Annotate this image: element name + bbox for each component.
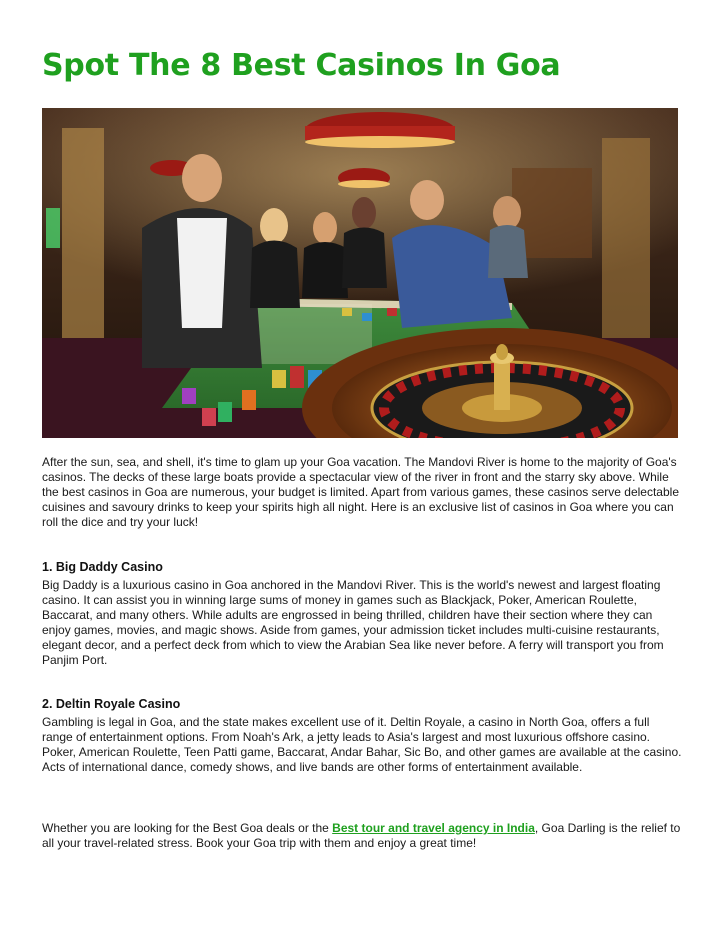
section-heading-deltin-royale: 2. Deltin Royale Casino xyxy=(42,697,181,711)
travel-agency-link[interactable]: Best tour and travel agency in India xyxy=(332,821,535,835)
closing-paragraph xyxy=(42,821,682,851)
closing-text-after: , Goa Darling is the relief to all your travel-related stress. Book your Goa trip with them and enjoy a great time! xyxy=(42,821,681,850)
intro-paragraph: After the sun, sea, and shell, it's time to glam up your Goa vacation. The Mandovi River is home to the majority of Goa's casinos. The decks of these large boats provide a spectacular view of the river in front and the starry sky above. While the best casinos in Goa are numerous, your budget is limited. Apart from various games, these casinos serve delectable cuisines and savoury drinks to keep your spirits high all night. Here is an exclusive list of casinos in Goa where you can roll the dice and try your luck! xyxy=(42,455,679,529)
page-title: Spot The 8 Best Casinos In Goa xyxy=(42,48,561,83)
casino-photo xyxy=(42,108,678,438)
closing-text-before: Whether you are looking for the Best Goa deals or the xyxy=(42,821,333,835)
section-body-big-daddy: Big Daddy is a luxurious casino in Goa anchored in the Mandovi River. This is the world's newest and largest floating casino. It can assist you in winning large sums of money in games such as Blackjack, Poker, American Roulette, Baccarat, and many others. While adults are engrossed in being thrilled, children have their section where they can enjoy games, movies, and magic shows. Aside from games, your admission ticket includes multi-cuisine restaurants, elegant decor, and a perfect deck from which to view the Arabian Sea like never before. A ferry will transport you from Panjim Port. xyxy=(42,578,664,667)
hero-image xyxy=(42,108,678,438)
section-heading-big-daddy: 1. Big Daddy Casino xyxy=(42,560,163,574)
section-body-deltin-royale: Gambling is legal in Goa, and the state makes excellent use of it. Deltin Royale, a casino in North Goa, offers a full range of entertainment options. From Noah's Ark, a jetty leads to Asia's largest and most luxurious offshore casino. Poker, American Roulette, Teen Patti game, Baccarat, Andar Bahar, Sic Bo, and other games are available at the casino. Acts of international dance, comedy shows, and live bands are other forms of entertainment available. xyxy=(42,715,682,774)
